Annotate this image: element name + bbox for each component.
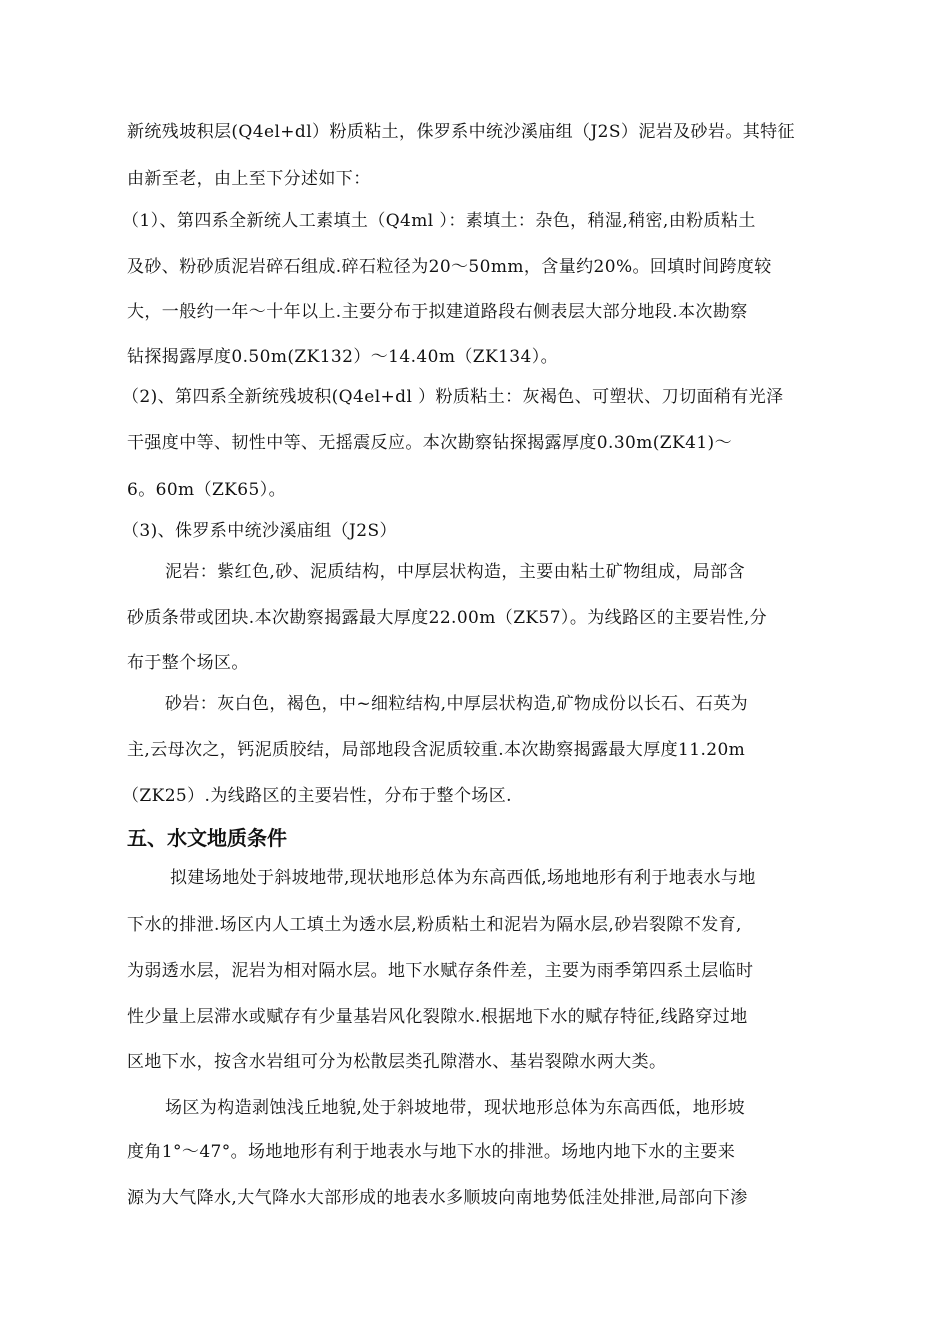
text-line: （ZK25）.为线路区的主要岩性，分布于整个场区. [122,786,512,806]
text-line: 主,云母次之，钙泥质胶结，局部地段含泥质较重.本次勘察揭露最大厚度11.20m [127,740,746,760]
text-line: 及砂、粉砂质泥岩碎石组成.碎石粒径为20～50mm，含量约20%。回填时间跨度较 [127,257,772,277]
text-line: 大，一般约一年～十年以上.主要分布于拟建道路段右侧表层大部分地段.本次勘察 [127,302,748,322]
text-line: 源为大气降水,大气降水大部形成的地表水多顺坡向南地势低洼处排泄,局部向下渗 [127,1188,748,1208]
text-line: （3)、侏罗系中统沙溪庙组（J2S） [122,521,397,541]
text-line: 新统残坡积层(Q4el+dl）粉质粘土，侏罗系中统沙溪庙组（J2S）泥岩及砂岩。其特征 [127,122,795,142]
text-line: 布于整个场区。 [127,653,249,673]
text-line: 下水的排泄.场区内人工填土为透水层,粉质粘土和泥岩为隔水层,砂岩裂隙不发育, [127,915,742,935]
text-line: 砂质条带或团块.本次勘察揭露最大厚度22.00m（ZK57）。为线路区的主要岩性,分 [127,608,768,628]
text-line: 场区为构造剥蚀浅丘地貌,处于斜坡地带，现状地形总体为东高西低，地形坡 [165,1098,746,1118]
text-line: 砂岩：灰白色，褐色，中~细粒结构,中厚层状构造,矿物成份以长石、石英为 [165,694,749,714]
text-line: 区地下水，按含水岩组可分为松散层类孔隙潜水、基岩裂隙水两大类。 [127,1052,667,1072]
text-line: 泥岩：紫红色,砂、泥质结构，中厚层状构造，主要由粘土矿物组成，局部含 [165,562,746,582]
text-line: （2)、第四系全新统残坡积(Q4el+dl ）粉质粘土：灰褐色、可塑状、刀切面稍有光泽 [122,387,784,407]
text-line: 拟建场地处于斜坡地带,现状地形总体为东高西低,场地地形有利于地表水与地 [170,868,756,888]
text-line: 由新至老，由上至下分述如下： [127,169,371,189]
text-line: 性少量上层滞水或赋存有少量基岩风化裂隙水.根据地下水的赋存特征,线路穿过地 [127,1007,748,1027]
text-line: 为弱透水层，泥岩为相对隔水层。地下水赋存条件差，主要为雨季第四系土层临时 [127,961,754,981]
text-line: （1）、第四系全新统人工素填土（Q4ml ）：素填土：杂色，稍湿,稍密,由粉质粘土 [122,211,756,231]
text-line: 度角1°～47°。场地地形有利于地表水与地下水的排泄。场地内地下水的主要来 [127,1142,736,1162]
text-line: 钻探揭露厚度0.50m(ZK132）～14.40m（ZK134）。 [127,347,559,367]
text-line: 6。60m（ZK65）。 [127,480,287,500]
section-heading: 五、水文地质条件 [127,826,287,850]
text-line: 干强度中等、韧性中等、无摇震反应。本次勘察钻探揭露厚度0.30m(ZK41)～ [127,433,732,453]
